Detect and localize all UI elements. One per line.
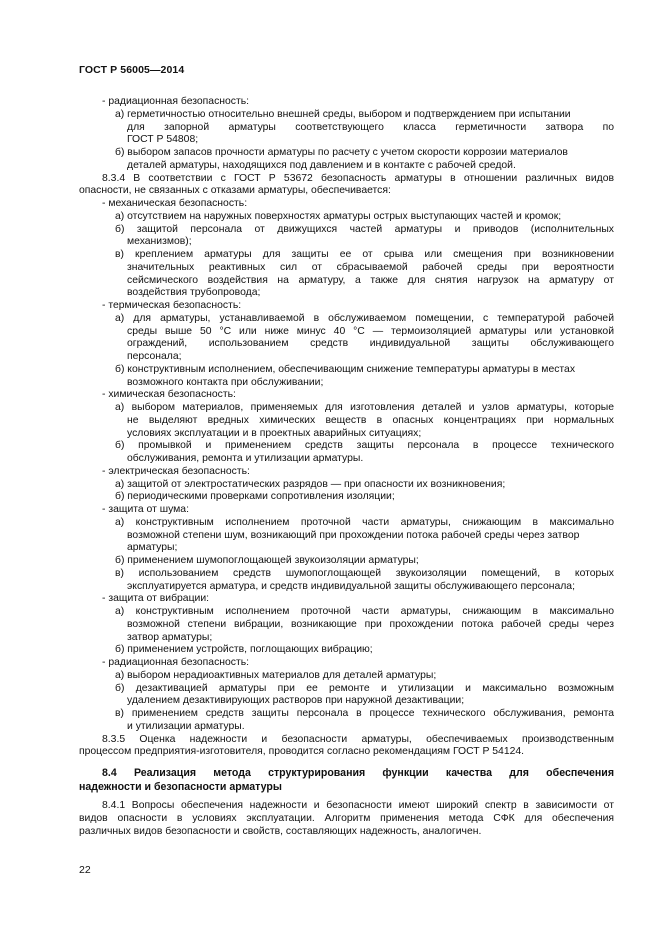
text-line: - защита от вибрации:	[102, 593, 210, 605]
clause-8-3-list	[79, 96, 614, 759]
text-line: а) защитой от электростатических разрядов — при опасности их возникновения;	[115, 478, 506, 490]
text-line: - электрическая безопасность:	[102, 465, 250, 477]
text-line: в) креплением арматуры для защиты ее от срыва или смещения при возникновении	[115, 249, 614, 260]
text-line: эксплуатируется арматура, и средств индивидуальной защиты обслуживающего персонала;	[127, 580, 575, 592]
page-number: 22	[79, 864, 91, 876]
text-line: а) отсутствием на наружных поверхностях арматуры острых выступающих частей и кромок;	[115, 210, 562, 222]
text-line: - химическая безопасность:	[102, 389, 236, 401]
text-line: 8.3.5 Оценка надежности и безопасности арматуры, обеспечиваемых производственным	[102, 733, 614, 745]
text-line: ограждений, использованием средств индивидуальной защиты обслуживающего	[127, 338, 614, 350]
text-line: б) применением устройств, поглощающих вибрацию;	[115, 644, 373, 656]
text-line: б) промывкой и применением средств защиты персонала в процессе технического	[115, 440, 614, 452]
text-line: возможного контакта при обслуживании;	[127, 376, 324, 388]
text-line: - радиационная безопасность:	[102, 96, 250, 107]
text-line: б) применением шумопоглощающей звукоизоляции арматуры;	[115, 555, 419, 566]
text-line: а) герметичностью относительно внешней среды, выбором и подтверждением при испытании	[115, 108, 571, 120]
text-line: б) конструктивным исполнением, обеспечивающим снижение температуры арматуры в местах	[115, 363, 576, 375]
text-line: воздействия трубопровода;	[127, 287, 261, 299]
text-line: возможной степени вибрации, возникающие при прохождении потока рабочей среды через	[127, 618, 614, 630]
text-line: обслуживания, ремонта и утилизации арматуры.	[127, 453, 364, 464]
section-heading-line: надежности и безопасности арматуры	[79, 781, 282, 793]
section-heading-8-4	[79, 766, 614, 794]
text-line: арматуры;	[127, 542, 178, 554]
text-line: опасности, не связанных с отказами арматуры, обеспечивается:	[79, 185, 391, 197]
text-line: - защита от шума:	[102, 504, 189, 515]
text-line: в) использованием средств шумопоглощающей звукоизоляции помещений, в которых	[115, 567, 614, 579]
text-line: - радиационная безопасность:	[102, 657, 250, 668]
text-line: для запорной арматуры соответствующего класса герметичности затвора по	[127, 121, 614, 133]
text-line: б) выбором запасов прочности арматуры по расчету с учетом скорости коррозии материалов	[115, 147, 568, 158]
text-line: возможной степени шум, возникающий при прохождении потока рабочей среды через затвор	[127, 529, 580, 541]
text-line: видов опасности в условиях эксплуатации. Алгоритм применения метода СФК для обеспечения	[79, 812, 614, 824]
section-heading-line: 8.4 Реализация метода структурирования функции качества для обеспечения	[102, 767, 614, 779]
text-line: условиях эксплуатации и в проектных аварийных ситуациях;	[127, 427, 422, 439]
clause-8-4-1	[79, 800, 614, 838]
text-line: - механическая безопасность:	[102, 198, 248, 209]
text-line: а) выбором нерадиоактивных материалов для деталей арматуры;	[115, 669, 437, 681]
text-line: процессом предприятия-изготовителя, проводится согласно рекомендациям ГОСТ Р 54124.	[79, 746, 525, 758]
text-line: различных видов безопасности и свойств, составляющих надежность, аналогичен.	[79, 825, 482, 837]
text-line: в) применением средств защиты персонала в процессе технического обслуживания, ремонта	[115, 708, 614, 719]
text-line: а) конструктивным исполнением проточной части арматуры, снижающим в максимально	[115, 516, 614, 528]
text-line: б) периодическими проверками сопротивления изоляции;	[115, 491, 395, 503]
text-line: а) конструктивным исполнением проточной части арматуры, снижающим в максимально	[115, 606, 614, 617]
text-line: ГОСТ Р 54808;	[127, 134, 199, 146]
text-line: а) выбором материалов, применяемых для изготовления деталей и узлов арматуры, которые	[115, 402, 614, 413]
text-line: и утилизации арматуры.	[127, 720, 245, 732]
document-body	[79, 96, 614, 838]
text-line: 8.4.1 Вопросы обеспечения надежности и безопасности имеют широкий спектр в зависимости от	[102, 800, 614, 811]
text-line: удалением дезактивирующих растворов при наружной дезактивации;	[127, 695, 465, 707]
text-line: 8.3.4 В соответствии с ГОСТ Р 53672 безопасность арматуры в отношении различных видов	[102, 172, 614, 184]
text-line: б) защитой персонала от движущихся частей арматуры и приводов (исполнительных	[115, 223, 614, 235]
text-line: не выделяют вредных химических веществ в опасных концентрациях при нормальных	[127, 414, 614, 426]
text-line: механизмов);	[127, 236, 192, 248]
text-line: затвор арматуры;	[127, 631, 213, 643]
text-line: значительных реактивных сил от сбрасываемой рабочей среды при вероятности	[127, 261, 614, 273]
document-header: ГОСТ Р 56005—2014	[79, 64, 185, 76]
text-line: деталей арматуры, находящихся под давлением и в контакте с рабочей средой.	[127, 159, 516, 171]
text-line: б) дезактивацией арматуры при ее ремонте и утилизации и максимально возможным	[115, 682, 614, 694]
text-line: среды выше 50 °С или ниже минус 40 °С — термоизоляцией арматуры или установкой	[127, 325, 614, 337]
text-line: - термическая безопасность:	[102, 300, 242, 311]
text-line: персонала;	[127, 351, 182, 362]
text-line: а) для арматуры, устанавливаемой в обслуживаемом помещении, с температурой рабочей	[115, 312, 614, 324]
text-line: сейсмического воздействия на арматуру, а также для снятия нагрузок на арматуру от	[127, 274, 614, 286]
